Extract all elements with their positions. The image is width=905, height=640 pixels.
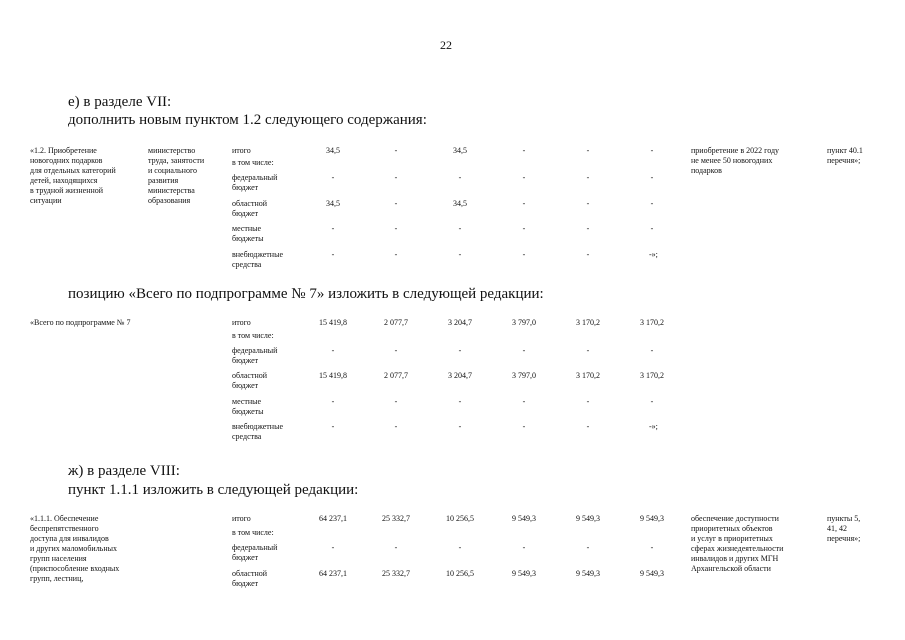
cell-value: 3 204,7 — [448, 371, 472, 380]
cell-value: - — [586, 346, 590, 355]
cell-value: 10 256,5 — [446, 514, 474, 523]
cell-value: - — [522, 199, 526, 208]
cell-value: 3 797,0 — [512, 371, 536, 380]
expected-result: подарков — [691, 166, 722, 175]
cell-value: - — [394, 543, 398, 552]
section-zh-heading: ж) в разделе VIII: — [68, 463, 180, 479]
cell-value: 15 419,8 — [319, 371, 347, 380]
cell-value: 2 077,7 — [384, 318, 408, 327]
cell-value: - — [458, 422, 462, 431]
cell-value: 9 549,3 — [640, 569, 664, 578]
row-label: местные — [232, 397, 262, 406]
reference: 41, 42 — [827, 524, 847, 533]
row-label: федеральный — [232, 543, 278, 552]
cell-value: 34,5 — [326, 146, 340, 155]
row-label: итого — [232, 318, 251, 327]
expected-result: и услуг в приоритетных — [691, 534, 773, 543]
cell-value: 3 170,2 — [640, 318, 664, 327]
executor: образования — [148, 196, 191, 205]
expected-result: приоритетных объектов — [691, 524, 773, 533]
cell-value: - — [522, 250, 526, 259]
position-instruction: позицию «Всего по подпрограмме № 7» изложить в следующей редакции: — [68, 286, 544, 302]
row-label: бюджет — [232, 381, 259, 390]
cell-value: 34,5 — [453, 146, 467, 155]
cell-value: - — [458, 543, 462, 552]
executor: министерство — [148, 146, 196, 155]
row-label: местные — [232, 224, 262, 233]
cell-value: -»; — [649, 250, 658, 259]
row-label: в том числе: — [232, 331, 274, 340]
cell-value: - — [650, 346, 654, 355]
cell-value: 3 204,7 — [448, 318, 472, 327]
executor: и социального — [148, 166, 198, 175]
cell-value: - — [522, 173, 526, 182]
cell-value: - — [650, 199, 654, 208]
page-number: 22 — [440, 38, 452, 52]
expected-result: Архангельской области — [691, 564, 771, 573]
cell-value: 10 256,5 — [446, 569, 474, 578]
cell-value: - — [586, 422, 590, 431]
cell-value: 9 549,3 — [640, 514, 664, 523]
expected-result: приобретение в 2022 году — [691, 146, 780, 155]
cell-value: 3 170,2 — [576, 371, 600, 380]
cell-value: - — [522, 397, 526, 406]
cell-value: - — [394, 146, 398, 155]
cell-value: 9 549,3 — [576, 569, 600, 578]
item-title: беспрепятственного — [30, 524, 99, 533]
row-label: внебюджетные — [232, 422, 283, 431]
cell-value: 25 332,7 — [382, 569, 410, 578]
cell-value: - — [331, 543, 335, 552]
cell-value: 9 549,3 — [576, 514, 600, 523]
row-label: областной — [232, 371, 268, 380]
item-title: доступа для инвалидов — [30, 534, 109, 543]
row-label: итого — [232, 146, 251, 155]
cell-value: - — [650, 146, 654, 155]
cell-value: - — [394, 224, 398, 233]
executor: развития — [148, 176, 179, 185]
row-label: бюджет — [232, 183, 259, 192]
cell-value: - — [394, 173, 398, 182]
cell-value: 64 237,1 — [319, 569, 347, 578]
section-e-instruction: дополнить новым пунктом 1.2 следующего содержания: — [68, 112, 427, 128]
cell-value: 9 549,3 — [512, 514, 536, 523]
item-title: в трудной жизненной — [30, 186, 104, 195]
cell-value: - — [586, 224, 590, 233]
cell-value: - — [394, 199, 398, 208]
item-title: детей, находящихся — [30, 176, 98, 185]
cell-value: 9 549,3 — [512, 569, 536, 578]
row-label: внебюджетные — [232, 250, 283, 259]
cell-value: - — [458, 173, 462, 182]
row-label: бюджет — [232, 579, 259, 588]
reference: пункт 40.1 — [827, 146, 863, 155]
cell-value: - — [331, 173, 335, 182]
section-zh-instruction: пункт 1.1.1 изложить в следующей редакции: — [68, 482, 359, 498]
cell-value: - — [394, 422, 398, 431]
row-label: федеральный — [232, 173, 278, 182]
cell-value: - — [458, 397, 462, 406]
row-label: средства — [232, 432, 262, 441]
cell-value: - — [650, 224, 654, 233]
cell-value: 34,5 — [453, 199, 467, 208]
cell-value: - — [331, 250, 335, 259]
expected-result: инвалидов и других МГН — [691, 554, 779, 563]
cell-value: - — [586, 543, 590, 552]
cell-value: - — [586, 199, 590, 208]
cell-value: - — [394, 397, 398, 406]
item-title: (приспособление входных — [30, 564, 120, 573]
row-label: бюджет — [232, 553, 259, 562]
cell-value: - — [522, 146, 526, 155]
cell-value: - — [331, 422, 335, 431]
cell-value: - — [331, 346, 335, 355]
row-label: бюджет — [232, 356, 259, 365]
row-label: бюджеты — [232, 234, 264, 243]
cell-value: 2 077,7 — [384, 371, 408, 380]
row-label: федеральный — [232, 346, 278, 355]
reference: пункты 5, — [827, 514, 861, 523]
cell-value: - — [458, 346, 462, 355]
row-label: итого — [232, 514, 251, 523]
cell-value: - — [650, 173, 654, 182]
reference: перечня»; — [827, 534, 861, 543]
item-title: ситуации — [30, 196, 62, 205]
item-title: и других маломобильных — [30, 544, 117, 553]
cell-value: - — [650, 543, 654, 552]
cell-value: - — [586, 173, 590, 182]
row-label: областной — [232, 199, 268, 208]
cell-value: 3 170,2 — [576, 318, 600, 327]
cell-value: 3 797,0 — [512, 318, 536, 327]
reference: перечня»; — [827, 156, 861, 165]
item-title: «Всего по подпрограмме № 7 — [30, 318, 131, 327]
cell-value: - — [586, 397, 590, 406]
cell-value: - — [331, 224, 335, 233]
cell-value: 25 332,7 — [382, 514, 410, 523]
item-title: групп, лестниц, — [30, 574, 84, 583]
cell-value: - — [586, 250, 590, 259]
cell-value: - — [331, 397, 335, 406]
executor: министерства — [148, 186, 195, 195]
cell-value: - — [458, 250, 462, 259]
row-label: средства — [232, 260, 262, 269]
expected-result: сферах жизнедеятельности — [691, 544, 784, 553]
row-label: в том числе: — [232, 528, 274, 537]
cell-value: -»; — [649, 422, 658, 431]
executor: труда, занятости — [148, 156, 205, 165]
cell-value: - — [586, 146, 590, 155]
cell-value: 64 237,1 — [319, 514, 347, 523]
item-title: новогодних подарков — [30, 156, 103, 165]
row-label: бюджеты — [232, 407, 264, 416]
cell-value: - — [394, 346, 398, 355]
expected-result: не менее 50 новогодних — [691, 156, 773, 165]
section-e-heading: е) в разделе VII: — [68, 94, 172, 110]
cell-value: 34,5 — [326, 199, 340, 208]
row-label: бюджет — [232, 209, 259, 218]
cell-value: 3 170,2 — [640, 371, 664, 380]
cell-value: - — [522, 543, 526, 552]
cell-value: 15 419,8 — [319, 318, 347, 327]
cell-value: - — [522, 346, 526, 355]
item-title: групп населения — [30, 554, 87, 563]
item-title: «1.1.1. Обеспечение — [30, 514, 99, 523]
row-label: областной — [232, 569, 268, 578]
cell-value: - — [522, 422, 526, 431]
item-title: для отдельных категорий — [30, 166, 116, 175]
item-title: «1.2. Приобретение — [30, 146, 97, 155]
cell-value: - — [394, 250, 398, 259]
cell-value: - — [458, 224, 462, 233]
cell-value: - — [522, 224, 526, 233]
expected-result: обеспечение доступности — [691, 514, 779, 523]
cell-value: - — [650, 397, 654, 406]
row-label: в том числе: — [232, 158, 274, 167]
